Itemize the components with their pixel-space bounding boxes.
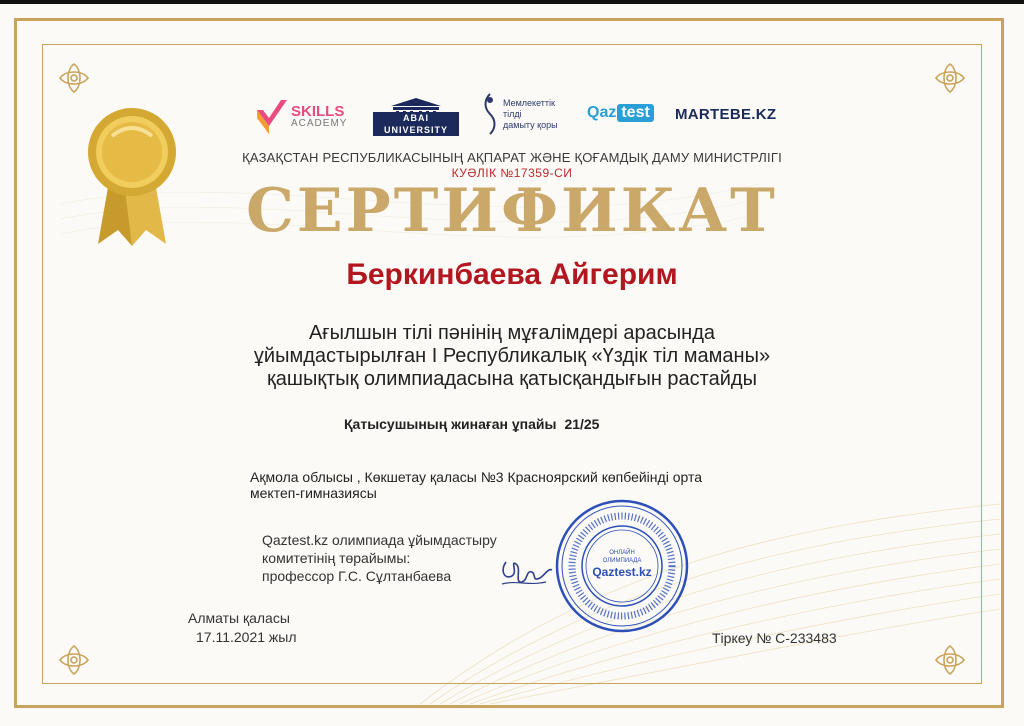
committee-line-1: Qaztest.kz олимпиада ұйымдастыру	[262, 532, 497, 548]
ornament-bottom-right-icon	[932, 642, 968, 678]
body-line-3: қашықтық олимпиадасына қатысқандығын растайды	[267, 368, 757, 390]
body-line-2: ұйымдастырылған І Республикалық «Үздік тіл маманы»	[253, 345, 771, 367]
school-info	[250, 469, 810, 501]
abai-university-logo	[373, 96, 459, 136]
certificate-number: КУӘЛІК №17359-СИ	[451, 166, 573, 180]
ornament-top-left-icon	[56, 60, 92, 96]
registration-number: Тіркеу № С-233483	[712, 630, 837, 646]
qaztest-logo-part-2: test	[617, 104, 653, 122]
school-line-2: мектеп-гимназиясы	[250, 485, 377, 501]
school-line-1: Ақмола облысы , Көкшетау қаласы №3 Красноярский көпбейінді орта	[250, 469, 702, 485]
language-fund-line-2: тілді	[503, 108, 522, 119]
score-label: Қатысушының жинаған ұпайы	[344, 416, 557, 432]
language-fund-emblem-icon	[481, 92, 499, 136]
skills-subtitle: ACADEMY	[291, 117, 348, 129]
qaztest-logo	[587, 104, 654, 122]
qaztest-logo-part-1: Qaz	[587, 104, 617, 121]
ministry-name: ҚАЗАҚСТАН РЕСПУБЛИКАСЫНЫҢ АҚПАРАТ ЖӘНЕ ҚОҒАМДЫҚ ДАМУ МИНИСТРЛІГІ	[242, 150, 782, 165]
committee-line-3: профессор Г.С. Сұлтанбаева	[262, 568, 452, 584]
stamp-text-mid: ОЛИМПИАДА	[602, 558, 642, 564]
language-fund-line-3: дамыту қоры	[503, 119, 558, 130]
body-line-1: Ағылшын тілі пәнінің мұғалімдері арасында	[308, 322, 716, 344]
ornament-bottom-left-icon	[56, 642, 92, 678]
skills-academy-mark-icon	[255, 96, 289, 136]
partner-logos	[255, 92, 775, 142]
recipient-name: Беркинбаева Айгерим	[346, 258, 678, 291]
score-line	[344, 416, 599, 432]
official-stamp	[554, 498, 690, 634]
language-fund-line-1: Мемлекеттік	[503, 97, 555, 108]
handwritten-signature	[496, 552, 556, 592]
certificate-page	[0, 4, 1024, 726]
stamp-text-top: ОНЛАЙН	[609, 550, 635, 556]
skills-title: SKILLS	[291, 102, 345, 120]
language-fund-logo	[481, 92, 558, 136]
skills-academy-logo	[255, 96, 347, 136]
committee-line-2: комитетінің төрайымы:	[262, 550, 411, 566]
issue-date: 17.11.2021 жыл	[196, 629, 297, 645]
martebe-logo: MARTEBE.KZ	[675, 106, 777, 123]
stamp-brand: Qaztest.kz	[592, 565, 652, 579]
issue-city: Алматы қаласы	[188, 610, 290, 626]
score-value: 21/25	[564, 416, 600, 432]
ornament-top-right-icon	[932, 60, 968, 96]
certificate-body	[0, 322, 1024, 391]
certificate-title: СЕРТИФИКАТ	[246, 176, 778, 246]
abai-university-label: ABAI UNIVERSITY	[373, 112, 459, 136]
committee-chair	[262, 531, 497, 585]
